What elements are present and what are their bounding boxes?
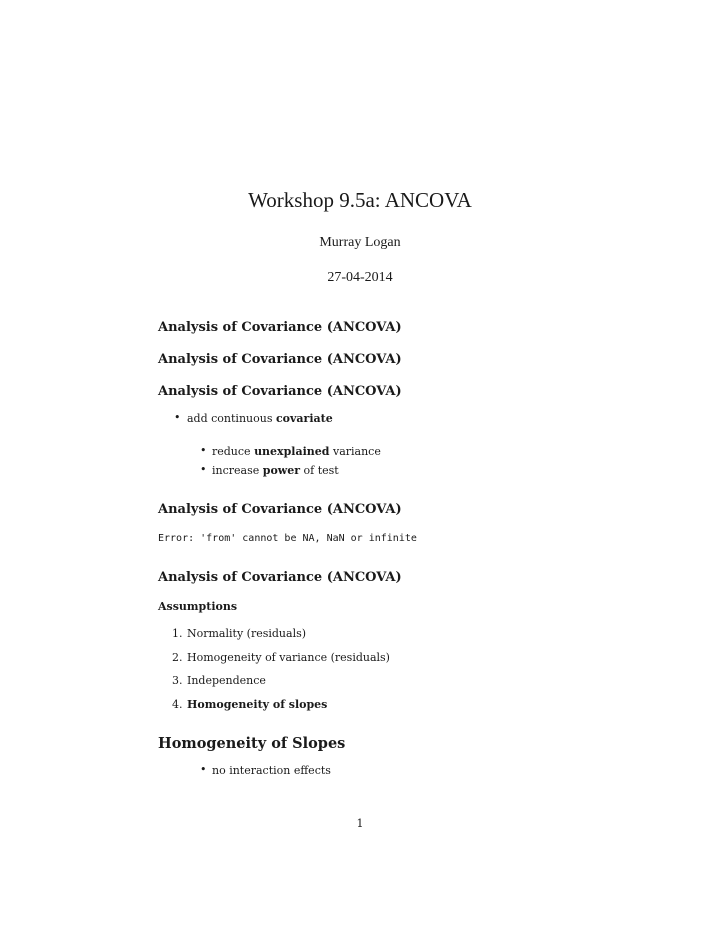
bullet-marker: • xyxy=(200,763,207,776)
section-heading-1: Analysis of Covariance (ANCOVA) xyxy=(158,320,402,335)
document-author: Murray Logan xyxy=(319,235,401,250)
enum-number: 3. xyxy=(172,674,183,687)
enum-number: 1. xyxy=(172,627,183,640)
document-date: 27-04-2014 xyxy=(327,270,393,285)
list-item-covariate xyxy=(187,412,333,425)
enum-item-independence: Independence xyxy=(187,674,266,687)
assumptions-subheading: Assumptions xyxy=(158,600,238,613)
list-item-bold: Homogeneity of slopes xyxy=(187,698,328,711)
enum-number: 4. xyxy=(172,698,183,711)
bullet-marker: • xyxy=(200,444,207,457)
section-heading-4: Analysis of Covariance (ANCOVA) xyxy=(158,502,402,517)
section-heading-6: Homogeneity of Slopes xyxy=(158,735,346,752)
list-item-text: of test xyxy=(300,464,339,477)
enum-number: 2. xyxy=(172,651,183,664)
list-item-text: add continuous xyxy=(187,412,276,425)
list-item-text: reduce xyxy=(212,445,255,458)
error-code-output: Error: 'from' cannot be NA, NaN or infinite xyxy=(158,533,417,544)
enum-item-normality: Normality (residuals) xyxy=(187,627,307,640)
enum-item-homogeneity-variance: Homogeneity of variance (residuals) xyxy=(187,651,390,664)
bullet-marker: • xyxy=(200,463,207,476)
section-heading-5: Analysis of Covariance (ANCOVA) xyxy=(158,570,402,585)
page-number: 1 xyxy=(356,817,364,830)
section-heading-2: Analysis of Covariance (ANCOVA) xyxy=(158,352,402,367)
list-item-text: increase xyxy=(212,464,263,477)
list-item-bold: unexplained xyxy=(254,445,330,458)
document-title: Workshop 9.5a: ANCOVA xyxy=(248,188,472,212)
list-item-bold: covariate xyxy=(275,412,333,425)
list-item-bold: power xyxy=(262,464,301,477)
section-heading-3: Analysis of Covariance (ANCOVA) xyxy=(158,384,402,399)
list-item-interaction: no interaction effects xyxy=(212,764,331,777)
list-item-power xyxy=(212,464,339,477)
enum-item-homogeneity-slopes xyxy=(187,698,327,711)
bullet-marker: • xyxy=(174,411,181,424)
list-item-unexplained xyxy=(212,445,381,458)
list-item-text: variance xyxy=(329,445,381,458)
